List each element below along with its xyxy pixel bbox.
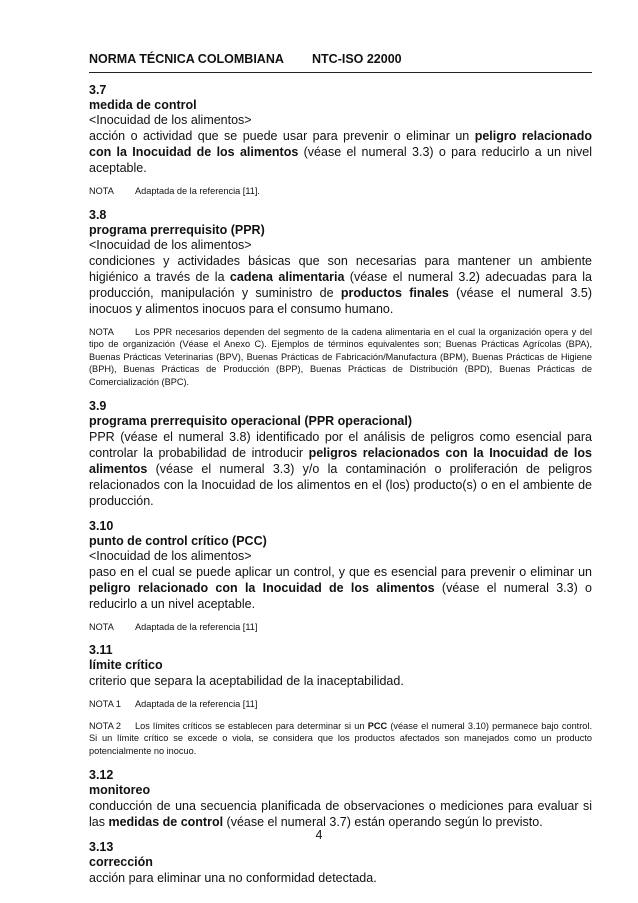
- term-number: 3.12: [89, 767, 114, 782]
- term-number: 3.11: [89, 643, 113, 658]
- definition-text: conducción de una secuencia planificada de observaciones o mediciones para evaluar si las: [89, 798, 592, 829]
- note-text: Adaptada de la referencia [11].: [135, 186, 260, 196]
- note-text: Los PPR necesarios dependen del segmento de la cadena alimentaria en el cual la organización opera y del tipo de organización (Véase el Anexo C). Ejemplos de términos equivalentes son; Buenas Prácticas Agrícolas (BPA), Buenas Prácticas Veterinarias (BPV), Buenas Prácticas de Fabricación/Manufactura (BPM), Buenas Prácticas de Higiene (BPH), Buenas Prácticas de Producción (BPP), Buenas Prácticas de Distribución (BPD), Buenas Prácticas de Comercialización (BPC).: [89, 326, 592, 387]
- definition-text: (véase el numeral 3.7) están operando según lo previsto.: [223, 814, 543, 829]
- page-header: [89, 52, 592, 70]
- term-name: programa prerrequisito (PPR): [89, 222, 265, 237]
- term-domain: <Inocuidad de los alimentos>: [89, 237, 252, 252]
- term-name: monitoreo: [89, 782, 151, 797]
- term-definition: [89, 870, 592, 886]
- document-body: [89, 83, 592, 896]
- definition-text: acción para eliminar una no conformidad detectada.: [89, 870, 377, 885]
- term-entry: [89, 399, 592, 509]
- definition-reference: productos finales: [340, 285, 449, 300]
- term-domain: <Inocuidad de los alimentos>: [89, 113, 252, 127]
- term-entry: [89, 643, 592, 757]
- term-number: 3.7: [89, 83, 107, 97]
- note-reference: PCC: [367, 720, 388, 731]
- definition-text: (véase el numeral 3.5) inocuos y alimentos inocuos para el consumo humano.: [89, 285, 592, 316]
- header-divider: [89, 72, 592, 73]
- note-text: Adaptada de la referencia [11]: [135, 621, 258, 632]
- standard-code: NTC-ISO 22000: [312, 52, 402, 66]
- term-note: [89, 720, 592, 758]
- definition-text: (véase el numeral 3.3) o para reducirlo a un nivel aceptable.: [89, 145, 592, 175]
- term-entry: [89, 519, 592, 634]
- note-text: (véase el numeral 3.10) permanece bajo control. Si un límite crítico se excede o viola, se considera que los productos afectados son manejados como un producto potencialmente no inocuo.: [89, 720, 592, 756]
- note-text: Los límites críticos se establecen para determinar si un: [135, 720, 368, 731]
- term-number: 3.8: [89, 207, 107, 222]
- term-definition: [89, 128, 592, 176]
- term-number: 3.13: [89, 839, 114, 854]
- definition-text: PPR (véase el numeral 3.8) identificado por el análisis de peligros como esencial para controlar la probabilidad de introducir: [89, 429, 592, 460]
- note-text: Adaptada de la referencia [11]: [135, 699, 258, 710]
- definition-text: criterio que separa la aceptabilidad de la inaceptabilidad.: [89, 674, 404, 689]
- definition-text: paso en el cual se puede aplicar un control, y que es esencial para prevenir o eliminar un: [89, 564, 592, 579]
- note-label: NOTA: [89, 186, 114, 196]
- definition-reference: peligros relacionados con la Inocuidad de los alimentos: [89, 445, 592, 476]
- note-label: NOTA: [89, 621, 114, 632]
- note-label: NOTA 1: [89, 699, 121, 710]
- term-name: punto de control crítico (PCC): [89, 533, 267, 548]
- term-entry: [89, 840, 592, 886]
- definition-text: condiciones y actividades básicas que son necesarias para mantener un ambiente higiénico a través de la: [89, 253, 592, 284]
- definition-text: (véase el numeral 3.2) adecuadas para la producción, manipulación y suministro de: [89, 269, 592, 300]
- term-entry: [89, 768, 592, 830]
- definition-reference: peligro relacionado con la Inocuidad de los alimentos: [89, 129, 592, 159]
- definition-reference: medidas de control: [108, 814, 224, 829]
- term-definition: [89, 798, 592, 830]
- term-definition: [89, 564, 592, 612]
- term-domain: <Inocuidad de los alimentos>: [89, 548, 252, 563]
- term-entry: [89, 83, 592, 198]
- term-definition: [89, 673, 592, 689]
- definition-reference: peligro relacionado con la Inocuidad de los alimentos: [89, 580, 435, 595]
- term-name: corrección: [89, 854, 153, 869]
- term-number: 3.9: [89, 398, 107, 413]
- term-name: programa prerrequisito operacional (PPR operacional): [89, 413, 412, 428]
- term-note: [89, 698, 592, 711]
- term-entry: [89, 208, 592, 389]
- note-label: NOTA: [89, 326, 114, 337]
- page-number: 4: [315, 828, 323, 842]
- standard-name: NORMA TÉCNICA COLOMBIANA: [89, 52, 284, 66]
- term-definition: [89, 429, 592, 509]
- term-name: medida de control: [89, 98, 197, 112]
- definition-text: (véase el numeral 3.3) y/o la contaminación o proliferación de peligros relacionados con la Inocuidad de los alimentos en el (los) producto(s) o en el ambiente de producción.: [89, 461, 592, 508]
- term-note: [89, 185, 592, 198]
- term-number: 3.10: [89, 518, 114, 533]
- definition-text: acción o actividad que se puede usar para prevenir o eliminar un: [89, 129, 475, 143]
- term-note: [89, 326, 592, 389]
- definition-text: (véase el numeral 3.3) o reducirlo a un nivel aceptable.: [89, 580, 593, 611]
- definition-reference: cadena alimentaria: [229, 269, 345, 284]
- note-label: NOTA 2: [89, 720, 121, 731]
- term-note: [89, 621, 592, 634]
- term-definition: [89, 253, 592, 317]
- term-name: límite crítico: [89, 658, 163, 673]
